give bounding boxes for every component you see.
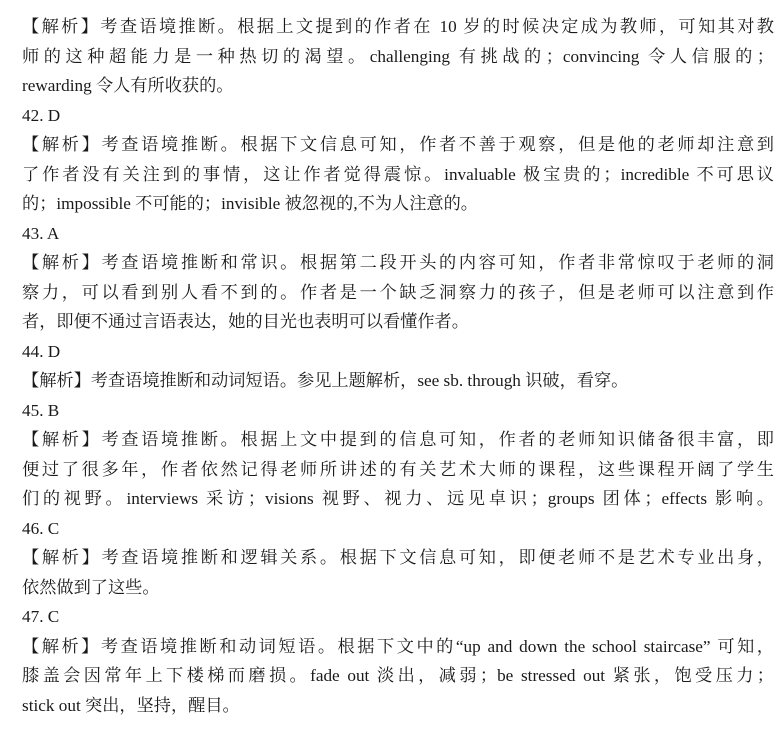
explanation-line: 们的视野。interviews 采访；visions 视野、视力、远见卓识；groups 团体；effects 影响。	[22, 489, 774, 508]
answer-heading: 44. D	[22, 341, 61, 361]
explanation-line: 便过了很多年，作者依然记得老师所讲述的有关艺术大师的课程，这些课程开阔了学生	[22, 459, 774, 479]
answer-heading: 47. C	[22, 607, 60, 626]
explanation-line: 【解析】考查语境推断和动词短语。参见上题解析，see sb. through 识破，看穿。	[22, 371, 629, 390]
explanation-line: 的；impossible 不可能的；invisible 被忽视的,不为人注意的。	[22, 194, 478, 213]
explanation-line: 【解析】考查语境推断和常识。根据第二段开头的内容可知，作者非常惊叹于老师的洞	[22, 253, 774, 272]
answer-heading: 42. D	[22, 105, 61, 125]
answer-heading: 43. A	[22, 223, 60, 243]
explanation-line: 者，即便不通过言语表达，她的目光也表明可以看懂作者。	[22, 312, 469, 331]
explanation-line: 察力，可以看到别人看不到的。作者是一个缺乏洞察力的孩子，但是老师可以注意到作	[22, 282, 774, 302]
explanation-line: 【解析】考查语境推断。根据上文中提到的信息可知，作者的老师知识储备很丰富，即	[22, 430, 774, 449]
explanation-line: 【解析】考查语境推断和动词短语。根据下文中的“up and down the school staircase” 可知，	[22, 636, 774, 656]
explanation-line: 【解析】考查语境推断。根据下文信息可知，作者不善于观察，但是他的老师却注意到	[22, 135, 774, 154]
document-page	[22, 12, 774, 720]
explanation-line: 膝盖会因常年上下楼梯而磨损。fade out 淡出，减弱；be stressed out 紧张，饱受压力；	[22, 666, 774, 685]
explanation-line: 【解析】考查语境推断。根据上文提到的作者在 10 岁的时候决定成为教师，可知其对教	[22, 17, 774, 36]
answer-heading: 46. C	[22, 518, 60, 538]
explanation-line: 【解析】考查语境推断和逻辑关系。根据下文信息可知，即便老师不是艺术专业出身，	[22, 548, 774, 567]
explanation-line: 了作者没有关注到的事情，这让作者觉得震惊。invaluable 极宝贵的；incredible 不可思议	[22, 164, 774, 184]
explanation-line: 依然做到了这些。	[22, 577, 160, 597]
explanation-line: stick out 突出，坚持，醒目。	[22, 695, 240, 715]
explanation-line: rewarding 令人有所收获的。	[22, 76, 234, 95]
answer-heading: 45. B	[22, 400, 60, 420]
explanation-line: 师的这种超能力是一种热切的渴望。challenging 有挑战的；convincing 令人信服的；	[22, 46, 774, 66]
